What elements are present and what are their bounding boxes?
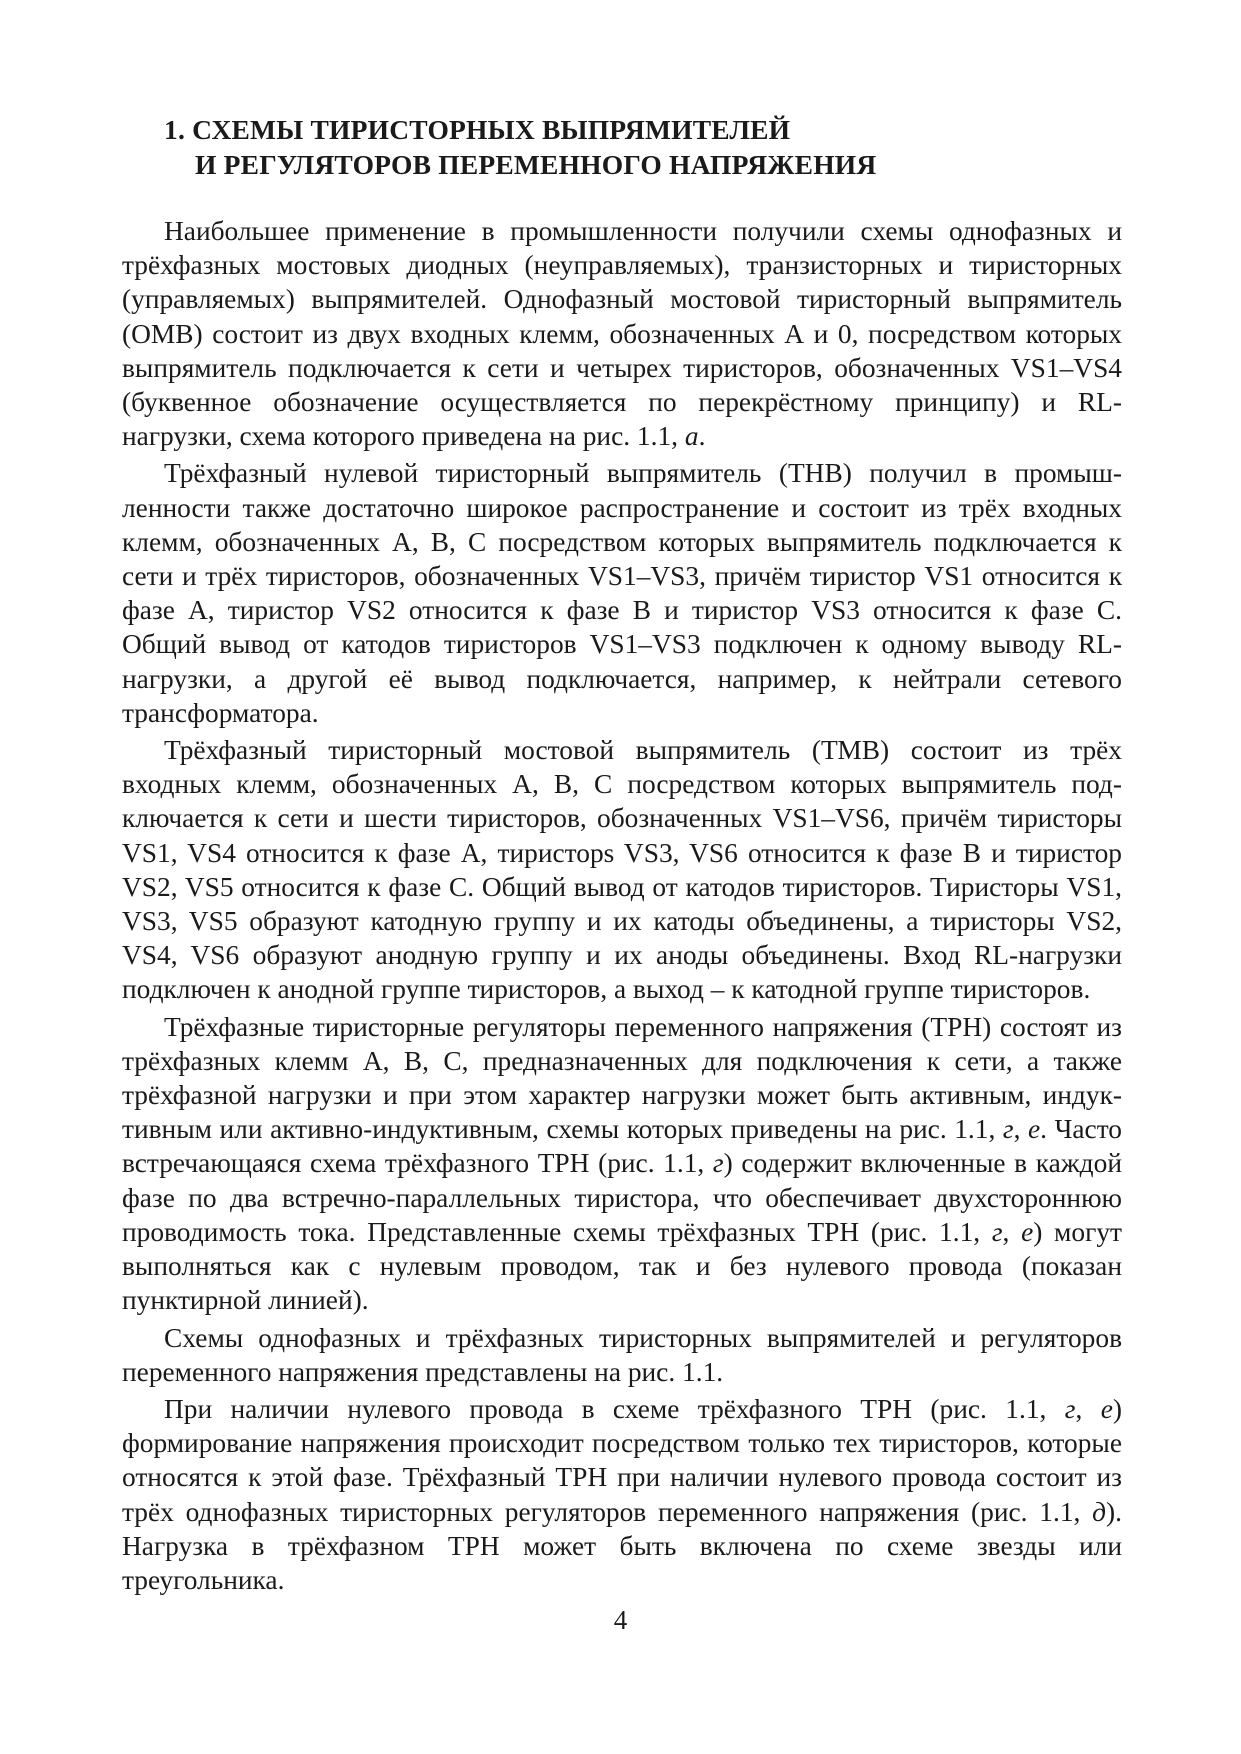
figure-ref-g: г	[991, 1216, 1003, 1247]
paragraph-4-part-1: Трёхфазные тиристорные регуляторы переменного напряжения (ТРН) состоят из трёхфазных клемм А, В, С, предназначенных для подключения к сети, а также трёхфазной нагрузки и при этом характер нагрузки может быть активным, индуктивным или активно-индуктивным, схемы которых приведены на рис. 1.1,	[122, 1011, 1122, 1145]
figure-ref-d: д	[1092, 1496, 1107, 1527]
paragraph-4-sep-1: ,	[1013, 1114, 1028, 1145]
paragraph-4-part-4: ) могут выполняться как с нулевым проводом, так и без нулевого провода (показан пунктирной линией).	[122, 1216, 1122, 1316]
figure-ref-e: е	[1028, 1114, 1041, 1145]
figure-ref-g: г	[1002, 1114, 1014, 1145]
paragraph-4-part-3: ) содержит включенные в каждой фазе по два встречно-параллельных тиристора, что обеспечивает двухстороннюю проводимость тока. Представленные схемы трёхфазных ТРН (рис. 1.1,	[122, 1148, 1122, 1247]
figure-ref-g: г	[712, 1148, 724, 1179]
section-heading	[122, 112, 1122, 182]
paragraph-6-part-1: При наличии нулевого провода в схеме трёхфазного ТРН (рис. 1.1,	[164, 1393, 1065, 1424]
paragraph-4-part-2: . Часто встречающаяся схема трёхфазного ТРН (рис. 1.1,	[122, 1114, 1123, 1179]
paragraph-1-tail: .	[698, 421, 706, 452]
paragraph-4-sep-2: ,	[1002, 1216, 1022, 1247]
figure-ref-g: г	[1064, 1393, 1076, 1424]
section-heading-line-1: 1. СХЕМЫ ТИРИСТОРНЫХ ВЫПРЯМИТЕЛЕЙ	[164, 114, 791, 145]
paragraph-6-sep-1: ,	[1075, 1393, 1101, 1424]
paragraph-2: Трёхфазный нулевой тиристорный выпрямитель (ТНВ) получил в промышленности также достаточно широкое распространение и состоит из трёх входных клемм, обозначенных А, В, С посредством которых выпрямитель подключается к сети и трёх тиристоров, обозначенных VS1–VS3, причём тиристор VS1 относится к фазе А, тиристор VS2 относится к фазе В и тиристор VS3 относится к фазе С. Общий вывод от катодов тиристоров VS1–VS3 подключен к одному выводу RL-нагрузки, а другой её вывод подключается, например, к нейтрали сетевого трансформатора.	[122, 458, 1122, 728]
paragraph-4	[122, 1010, 1122, 1318]
document-page	[122, 112, 1122, 1597]
figure-ref-e: е	[1021, 1216, 1034, 1247]
figure-ref-e: е	[1100, 1393, 1113, 1424]
paragraph-1-text: Наибольшее применение в промышленности получили схемы однофазных и трёхфазных мостовых диодных (неуправляемых), транзисторных и тиристорных (управляемых) выпрямителей. Однофазный мостовой тиристорный выпрямитель (ОМВ) состоит из двух входных клемм, обозначенных А и 0, посредством которых выпрямитель подключается к сети и четырех тиристоров, обозначенных VS1–VS4 (буквенное обозначение осуществляется по перекрёстному принципу) и RL-нагрузки, схема которого приведена на рис. 1.1,	[122, 216, 1122, 452]
paragraph-5: Схемы однофазных и трёхфазных тиристорных выпрямителей и регуляторов переменного напряжения представлены на рис. 1.1.	[122, 1322, 1122, 1387]
figure-ref-a: а	[684, 421, 699, 452]
paragraph-3: Трёхфазный тиристорный мостовой выпрямитель (ТМВ) состоит из трёх входных клемм, обозначенных А, В, С посредством которых выпрямитель подключается к сети и шести тиристоров, обозначенных VS1–VS6, причём тиристоры VS1, VS4 относится к фазе А, тиристорs VS3, VS6 относится к фазе В и тиристор VS2, VS5 относится к фазе С. Общий вывод от катодов тиристоров. Тиристоры VS1, VS3, VS5 образуют катодную группу и их катоды объединены, а тиристоры VS2, VS4, VS6 образуют анодную группу и их аноды объединены. Вход RL-нагрузки подключен к анодной группе тиристоров, а выход – к катодной группе тиристоров.	[122, 735, 1122, 1005]
paragraph-6	[122, 1392, 1122, 1597]
paragraph-6-part-3: ). Нагрузка в трёхфазном ТРН может быть включена по схеме звезды или треугольника.	[122, 1496, 1122, 1595]
page-number: 4	[613, 1605, 628, 1635]
paragraph-6-part-2: ) формирование напряжения происходит посредством только тех тиристоров, которые относятся к этой фазе. Трёхфазный ТРН при наличии нулевого провода состоит из трёх однофазных тиристорных регуляторов переменного напряжения (рис. 1.1,	[122, 1393, 1122, 1527]
paragraph-1	[122, 214, 1122, 453]
body-text	[122, 214, 1122, 1597]
section-heading-line-2: И РЕГУЛЯТОРОВ ПЕРЕМЕННОГО НАПРЯЖЕНИЯ	[195, 149, 877, 180]
